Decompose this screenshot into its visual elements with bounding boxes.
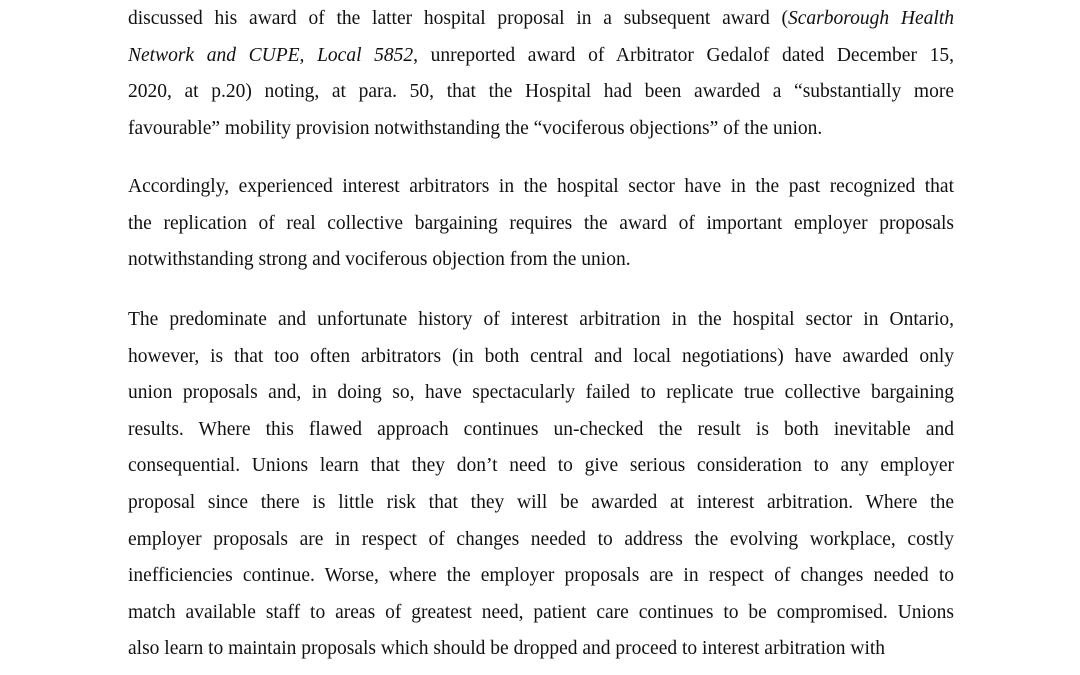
- paragraph-2: [128, 169, 954, 279]
- text-line: [128, 522, 954, 559]
- text-line: [128, 375, 954, 412]
- text-run: 2020, at p.20) noting, at para. 50, that the Hospital had been awarded a “substantially more: [128, 81, 954, 103]
- text-run: discussed his award of the latter hospital proposal in a subsequent award (: [128, 8, 789, 29]
- text-run: Accordingly, experienced interest arbitrators in the hospital sector have in the past recognized that: [128, 176, 954, 197]
- text-run: match available staff to areas of greatest need, patient care continues to be compromised. Unions: [128, 601, 954, 623]
- text-run: consequential. Unions learn that they don’t need to give serious consideration to any employer: [128, 455, 954, 477]
- text-line: [128, 485, 954, 522]
- text-line: [128, 558, 954, 595]
- text-run: union proposals and, in doing so, have spectacularly failed to replicate true collective bargaining: [128, 382, 954, 404]
- text-run: favourable” mobility provision notwithstanding the “vociferous objections” of the union.: [128, 117, 823, 139]
- text-line: [128, 631, 954, 668]
- text-run: the replication of real collective bargaining requires the award of important employer proposals: [128, 212, 954, 234]
- text-run: notwithstanding strong and vociferous objection from the union.: [128, 249, 631, 271]
- text-line: [128, 412, 954, 449]
- text-line: [128, 206, 954, 243]
- text-line: [128, 111, 954, 148]
- text-line: [128, 595, 954, 632]
- text-line: [128, 1, 954, 38]
- text-run: inefficiencies continue. Worse, where the employer proposals are in respect of changes needed to: [128, 565, 954, 587]
- paragraph-1: [128, 1, 954, 147]
- text-line: [128, 339, 954, 376]
- text-run: proposal since there is little risk that they will be awarded at interest arbitration. Where the: [128, 491, 954, 513]
- text-run: employer proposals are in respect of changes needed to address the evolving workplace, costly: [128, 528, 954, 550]
- text-line: [128, 74, 954, 111]
- text-run: also learn to maintain proposals which should be dropped and proceed to interest arbitration with: [128, 638, 886, 660]
- text-line: [128, 448, 954, 485]
- text-line: [128, 302, 954, 339]
- text-line: [128, 38, 954, 75]
- case-citation-text: Scarborough Health: [788, 8, 954, 29]
- text-run: , unreported award of Arbitrator Gedalof dated December 15,: [413, 44, 954, 66]
- text-run: The predominate and unfortunate history of interest arbitration in the hospital sector in Ontario,: [128, 309, 954, 330]
- text-line: [128, 169, 954, 206]
- paragraph-3: [128, 302, 954, 668]
- text-run: results. Where this flawed approach continues un-checked the result is both inevitable and: [128, 418, 954, 440]
- text-line: [128, 242, 954, 279]
- text-run: however, is that too often arbitrators (in both central and local negotiations) have awarded only: [128, 345, 954, 367]
- case-citation-text: Network and CUPE, Local 5852: [128, 44, 414, 66]
